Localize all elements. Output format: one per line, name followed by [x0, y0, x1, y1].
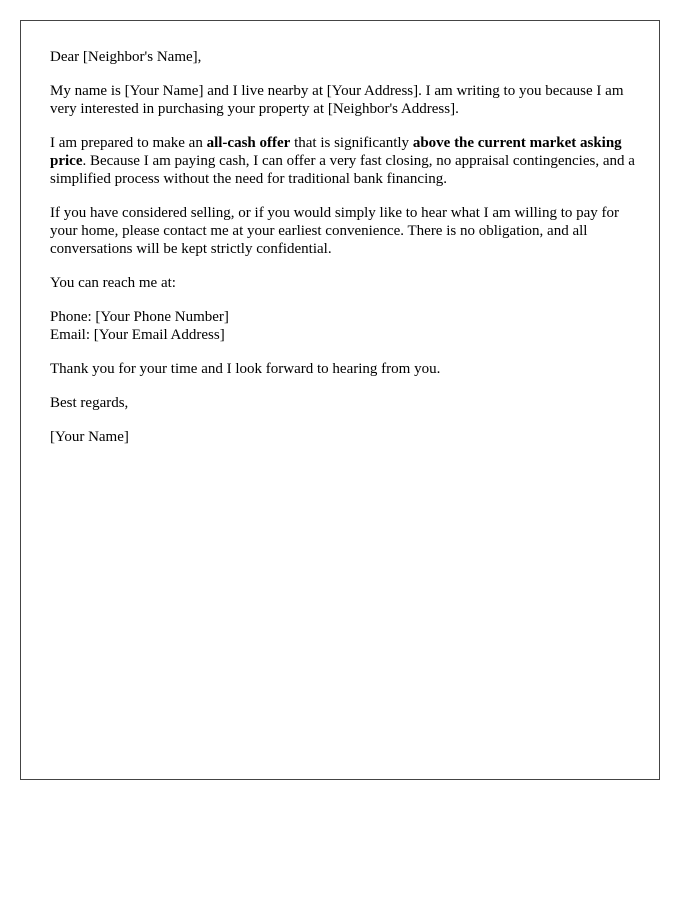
offer-text-1: I am prepared to make an [50, 135, 207, 151]
signature: [Your Name] [50, 429, 129, 445]
email-line: Email: [Your Email Address] [50, 327, 225, 343]
offer-text-2: that is significantly [290, 135, 413, 151]
letter-body [50, 48, 635, 462]
all-cash-offer-emphasis: all-cash offer [206, 135, 291, 151]
closing-line: Best regards, [50, 395, 129, 411]
thanks-paragraph: Thank you for your time and I look forward to hearing from you. [50, 361, 441, 377]
phone-line: Phone: [Your Phone Number] [50, 309, 229, 325]
letter-page [20, 20, 660, 780]
intro-paragraph: My name is [Your Name] and I live nearby at [Your Address]. I am writing to you because I am very interested in purchasing your property at [Neighbor's Address]. [50, 83, 624, 117]
above-market-emphasis: above the current market asking price [50, 135, 622, 169]
offer-paragraph [50, 134, 635, 188]
invitation-paragraph: If you have considered selling, or if you would simply like to hear what I am willing to pay for your home, please contact me at your earliest convenience. There is no obligation, and all conversations will be kept strictly confidential. [50, 205, 620, 257]
reach-me-line: You can reach me at: [50, 275, 176, 291]
salutation: Dear [Neighbor's Name], [50, 49, 202, 65]
contact-block [50, 308, 635, 344]
offer-text-3: . Because I am paying cash, I can offer a very fast closing, no appraisal contingencies, and a simplified process without the need for traditional bank financing. [50, 153, 635, 187]
